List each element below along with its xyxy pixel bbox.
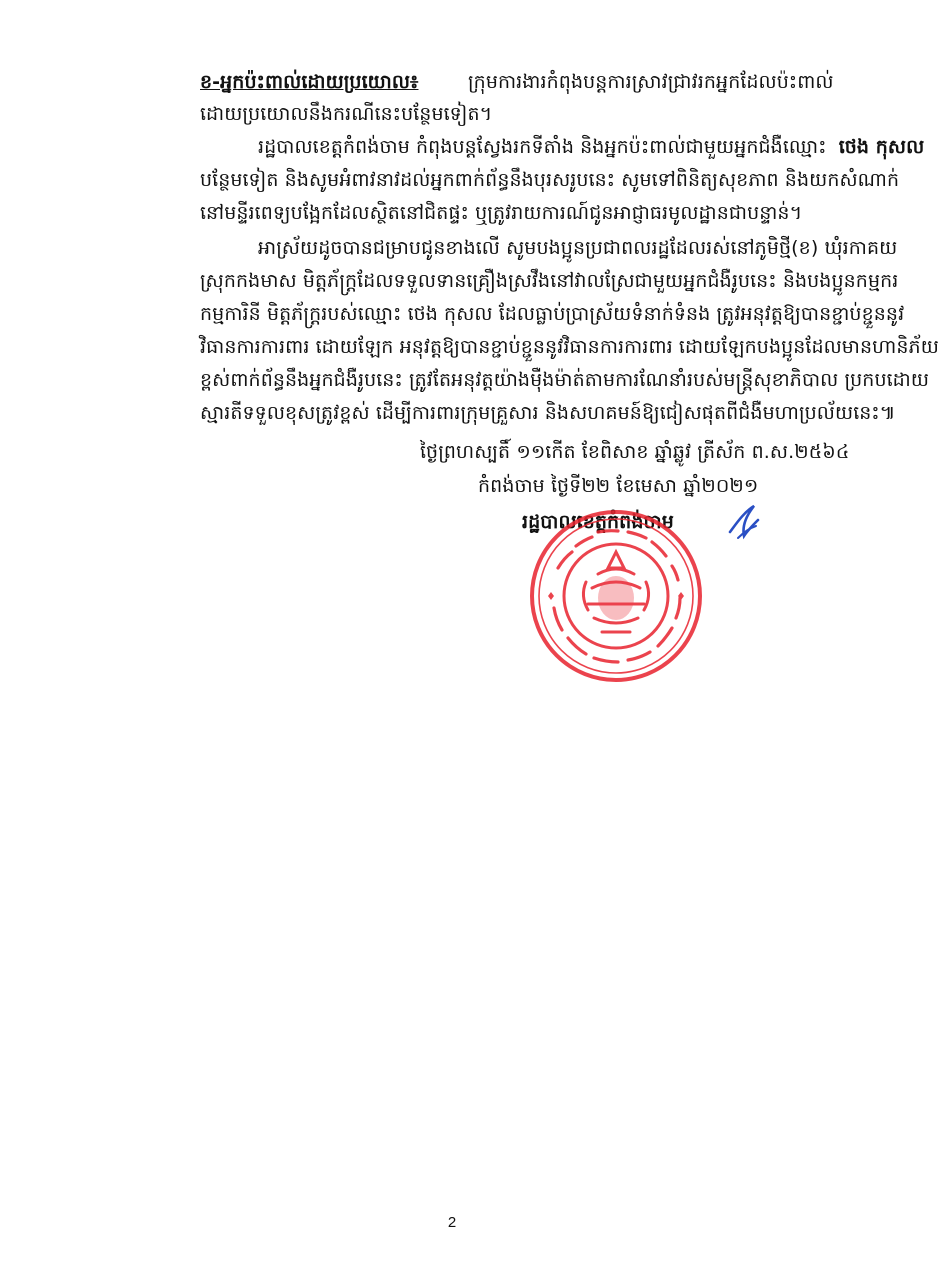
signature-icon xyxy=(724,502,764,544)
solar-date: កំពង់ចាម ថ្ងៃទី២២ ខែមេសា ឆ្នាំ២០២១ xyxy=(478,475,759,497)
signature-title: រដ្ឋបាលខេត្តកំពង់ចាម xyxy=(522,511,674,533)
patient-name: ថេង កុសល xyxy=(838,136,925,158)
lunar-date: ថ្ងៃព្រហស្បតិ៍ ១១កើត ខែពិសាខ ឆ្នាំឆ្លូវ ត្រីស័ក ព.ស.២៥៦៤ xyxy=(420,441,850,463)
paragraph-1-line-1-text: រដ្ឋបាលខេត្តកំពង់ចាម កំពុងបន្តស្វែងរកទីតាំង និងអ្នកប៉ះពាល់ជាមួយអ្នកជំងឺឈ្មោះ xyxy=(258,136,827,158)
paragraph-2-line-3: កម្មការិនី មិត្តភ័ក្រ្តរបស់ឈ្មោះ ថេង កុសល ដែលធ្លាប់ប្រាស្រ័យទំនាក់ទំនង ត្រូវអនុវត្តឱ្យបានខ្ជាប់ខ្ជួននូវ xyxy=(200,303,905,325)
paragraph-1-line-2: បន្ថែមទៀត និងសូមអំពាវនាវដល់អ្នកពាក់ព័ន្ធនឹងបុរសរូបនេះ សូមទៅពិនិត្យសុខភាព និងយកសំណាក់ xyxy=(200,169,900,191)
paragraph-2-line-1: អាស្រ័យដូចបានជម្រាបជូនខាងលើ សូមបងប្អូនប្រជាពលរដ្ឋដែលរស់នៅភូមិថ្មី(ខ) ឃុំរកាគយ xyxy=(258,237,898,259)
paragraph-2-line-5: ខ្ពស់ពាក់ព័ន្ធនឹងអ្នកជំងឺរូបនេះ ត្រូវតែអនុវត្តយ៉ាងម៉ឺងម៉ាត់តាមការណែនាំរបស់មន្ត្រីសុខាភិបាល ប្រកបដោយ xyxy=(200,369,930,391)
page-number: 2 xyxy=(447,1214,457,1231)
paragraph-2-line-2: ស្រុកកងមាស មិត្តភ័ក្រ្តដែលទទួលទានគ្រឿងស្រវឹងនៅវាលស្រែជាមួយអ្នកជំងឺរូបនេះ និងបងប្អូនកម្មករ xyxy=(200,270,899,292)
paragraph-2-line-6: ស្មារតីទទួលខុសត្រូវខ្ពស់ ដើម្បីការពារក្រុមគ្រួសារ និងសហគមន៍ឱ្យជៀសផុតពីជំងឺមហាប្រល័យនេះ៕ xyxy=(200,402,896,424)
official-seal-icon xyxy=(528,508,704,684)
section-line-2: ដោយប្រយោលនឹងករណីនេះបន្ថែមទៀត។ xyxy=(200,103,493,125)
paragraph-1-line-1 xyxy=(258,133,924,161)
paragraph-1-line-3: នៅមន្ទីរពេទ្យបង្អែកដែលស្ថិតនៅជិតផ្ទះ ឬត្រូវរាយការណ៍ជូនអាជ្ញាធរមូលដ្ឋានជាបន្ទាន់។ xyxy=(200,202,803,224)
paragraph-2-line-4: វិធានការការពារ ដោយឡែក អនុវត្តឱ្យបានខ្ជាប់ខ្ជួននូវវិធានការការពារ ដោយឡែកបងប្អូនដែលមានហានិភ័យ xyxy=(200,336,939,358)
section-heading: ខ-អ្នកប៉ះពាល់ដោយប្រយោល៖ xyxy=(200,71,419,93)
section-line-1: ក្រុមការងារកំពុងបន្តការស្រាវជ្រាវរកអ្នកដែលប៉ះពាល់ xyxy=(468,71,834,93)
